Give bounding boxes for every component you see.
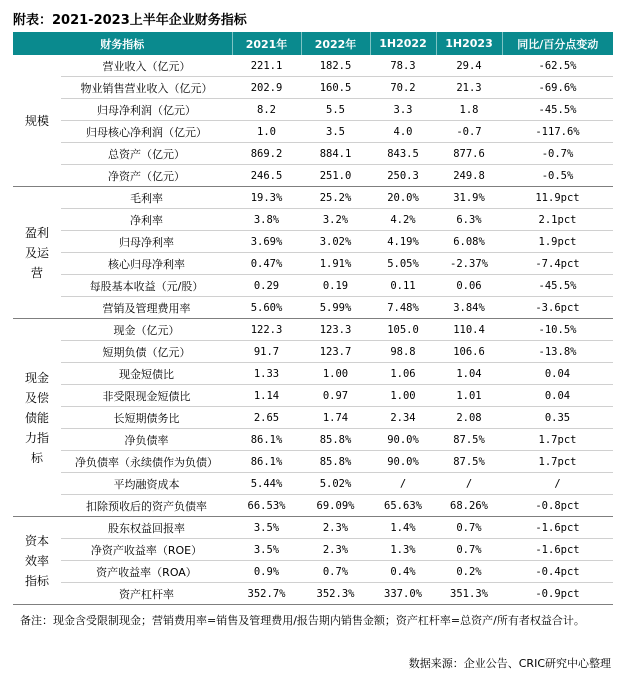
value-cell: 352.3% — [301, 583, 370, 605]
value-cell: 0.04 — [502, 363, 613, 385]
value-cell: 20.0% — [370, 187, 436, 209]
value-cell: -0.4pct — [502, 561, 613, 583]
value-cell: 11.9pct — [502, 187, 613, 209]
value-cell: 98.8 — [370, 341, 436, 363]
value-cell: -1.6pct — [502, 539, 613, 561]
value-cell: 85.8% — [301, 429, 370, 451]
table-row — [13, 561, 613, 583]
table-row — [13, 165, 613, 187]
value-cell: -1.6pct — [502, 517, 613, 539]
value-cell: 0.29 — [232, 275, 301, 297]
indicator-name: 平均融资成本 — [61, 473, 232, 495]
value-cell: 3.2% — [301, 209, 370, 231]
value-cell: 91.7 — [232, 341, 301, 363]
value-cell: 66.53% — [232, 495, 301, 517]
table-row — [13, 319, 613, 341]
indicator-name: 净资产（亿元） — [61, 165, 232, 187]
table-row — [13, 55, 613, 77]
value-cell: 0.7% — [301, 561, 370, 583]
group-label: 盈利 及运 营 — [13, 187, 61, 319]
value-cell: 2.65 — [232, 407, 301, 429]
value-cell: 122.3 — [232, 319, 301, 341]
table-header-row — [13, 32, 613, 55]
value-cell: 123.3 — [301, 319, 370, 341]
table-row — [13, 341, 613, 363]
value-cell: 29.4 — [436, 55, 502, 77]
table-row — [13, 187, 613, 209]
value-cell: 65.63% — [370, 495, 436, 517]
value-cell: 1.04 — [436, 363, 502, 385]
value-cell: 1.3% — [370, 539, 436, 561]
value-cell: 0.04 — [502, 385, 613, 407]
table-row — [13, 143, 613, 165]
value-cell: / — [370, 473, 436, 495]
table-row — [13, 495, 613, 517]
value-cell: 182.5 — [301, 55, 370, 77]
value-cell: 85.8% — [301, 451, 370, 473]
value-cell: 86.1% — [232, 451, 301, 473]
value-cell: 246.5 — [232, 165, 301, 187]
value-cell: 3.84% — [436, 297, 502, 319]
value-cell: 6.08% — [436, 231, 502, 253]
value-cell: 4.2% — [370, 209, 436, 231]
indicator-name: 资产杠杆率 — [61, 583, 232, 605]
value-cell: 337.0% — [370, 583, 436, 605]
value-cell: 0.19 — [301, 275, 370, 297]
value-cell: 1.7pct — [502, 451, 613, 473]
value-cell: 68.26% — [436, 495, 502, 517]
value-cell: 1.00 — [301, 363, 370, 385]
value-cell: 106.6 — [436, 341, 502, 363]
value-cell: -0.7 — [436, 121, 502, 143]
table-row — [13, 407, 613, 429]
group-label: 资本 效率 指标 — [13, 517, 61, 605]
value-cell: 1.9pct — [502, 231, 613, 253]
value-cell: -117.6% — [502, 121, 613, 143]
value-cell: 0.11 — [370, 275, 436, 297]
indicator-name: 归母净利率 — [61, 231, 232, 253]
value-cell: 249.8 — [436, 165, 502, 187]
data-source: 数据来源：企业公告、CRIC研究中心整理 — [408, 657, 611, 670]
page-title: 附表：2021-2023上半年企业财务指标 — [13, 13, 247, 28]
indicator-name: 物业销售营业收入（亿元） — [61, 77, 232, 99]
value-cell: 3.5% — [232, 517, 301, 539]
value-cell: 0.47% — [232, 253, 301, 275]
table-row — [13, 297, 613, 319]
value-cell: 843.5 — [370, 143, 436, 165]
value-cell: 5.5 — [301, 99, 370, 121]
value-cell: 0.2% — [436, 561, 502, 583]
value-cell: 0.4% — [370, 561, 436, 583]
indicator-name: 短期负债（亿元） — [61, 341, 232, 363]
value-cell: 8.2 — [232, 99, 301, 121]
table-row — [13, 121, 613, 143]
indicator-name: 总资产（亿元） — [61, 143, 232, 165]
header-2022: 2022年 — [301, 32, 370, 55]
value-cell: 90.0% — [370, 429, 436, 451]
indicator-name: 归母净利润（亿元） — [61, 99, 232, 121]
value-cell: 869.2 — [232, 143, 301, 165]
value-cell: 5.05% — [370, 253, 436, 275]
value-cell: 3.8% — [232, 209, 301, 231]
header-yoy-change: 同比/百分点变动 — [502, 32, 613, 55]
value-cell: 1.74 — [301, 407, 370, 429]
value-cell: 21.3 — [436, 77, 502, 99]
value-cell: 5.60% — [232, 297, 301, 319]
table-row — [13, 77, 613, 99]
indicator-name: 毛利率 — [61, 187, 232, 209]
value-cell: 0.06 — [436, 275, 502, 297]
table-row — [13, 253, 613, 275]
value-cell: 2.34 — [370, 407, 436, 429]
table-row — [13, 517, 613, 539]
value-cell: 884.1 — [301, 143, 370, 165]
value-cell: 0.97 — [301, 385, 370, 407]
value-cell: 25.2% — [301, 187, 370, 209]
value-cell: 2.08 — [436, 407, 502, 429]
indicator-name: 长短期债务比 — [61, 407, 232, 429]
table-body — [13, 55, 613, 605]
value-cell: 250.3 — [370, 165, 436, 187]
value-cell: -0.5% — [502, 165, 613, 187]
value-cell: 5.44% — [232, 473, 301, 495]
value-cell: 2.3% — [301, 539, 370, 561]
value-cell: 1.06 — [370, 363, 436, 385]
value-cell: 4.0 — [370, 121, 436, 143]
table-row — [13, 539, 613, 561]
table-row — [13, 385, 613, 407]
group-label: 现金 及偿 债能 力指 标 — [13, 319, 61, 517]
value-cell: 5.99% — [301, 297, 370, 319]
value-cell: 1.91% — [301, 253, 370, 275]
table-row — [13, 429, 613, 451]
indicator-name: 扣除预收后的资产负债率 — [61, 495, 232, 517]
indicator-name: 现金短债比 — [61, 363, 232, 385]
value-cell: 3.5% — [232, 539, 301, 561]
value-cell: 19.3% — [232, 187, 301, 209]
value-cell: -3.6pct — [502, 297, 613, 319]
value-cell: 6.3% — [436, 209, 502, 231]
table-row — [13, 209, 613, 231]
value-cell: 0.35 — [502, 407, 613, 429]
value-cell: -10.5% — [502, 319, 613, 341]
indicator-name: 净资产收益率（ROE） — [61, 539, 232, 561]
value-cell: 110.4 — [436, 319, 502, 341]
value-cell: 87.5% — [436, 429, 502, 451]
value-cell: -0.9pct — [502, 583, 613, 605]
value-cell: 3.5 — [301, 121, 370, 143]
table-row — [13, 583, 613, 605]
value-cell: 90.0% — [370, 451, 436, 473]
value-cell: -45.5% — [502, 99, 613, 121]
value-cell: 78.3 — [370, 55, 436, 77]
value-cell: 1.8 — [436, 99, 502, 121]
value-cell: 70.2 — [370, 77, 436, 99]
value-cell: 221.1 — [232, 55, 301, 77]
indicator-name: 资产收益率（ROA） — [61, 561, 232, 583]
value-cell: 0.7% — [436, 517, 502, 539]
value-cell: 351.3% — [436, 583, 502, 605]
value-cell: 4.19% — [370, 231, 436, 253]
value-cell: 3.69% — [232, 231, 301, 253]
table-row — [13, 275, 613, 297]
value-cell: 3.02% — [301, 231, 370, 253]
value-cell: 251.0 — [301, 165, 370, 187]
value-cell: 1.01 — [436, 385, 502, 407]
indicator-name: 每股基本收益（元/股） — [61, 275, 232, 297]
table-row — [13, 231, 613, 253]
value-cell: 86.1% — [232, 429, 301, 451]
indicator-name: 营业收入（亿元） — [61, 55, 232, 77]
value-cell: 1.00 — [370, 385, 436, 407]
indicator-name: 股东权益回报率 — [61, 517, 232, 539]
table-row — [13, 99, 613, 121]
footnote: 备注：现金含受限制现金；营销费用率=销售及管理费用/报告期内销售金额；资产杠杆率=总资产/所有者权益合计。 — [20, 614, 585, 627]
header-indicator: 财务指标 — [13, 32, 232, 55]
table-row — [13, 363, 613, 385]
value-cell: 123.7 — [301, 341, 370, 363]
value-cell: -7.4pct — [502, 253, 613, 275]
value-cell: / — [436, 473, 502, 495]
value-cell: -0.7% — [502, 143, 613, 165]
group-label: 规模 — [13, 55, 61, 187]
value-cell: / — [502, 473, 613, 495]
value-cell: 31.9% — [436, 187, 502, 209]
indicator-name: 非受限现金短债比 — [61, 385, 232, 407]
value-cell: 0.7% — [436, 539, 502, 561]
value-cell: 1.14 — [232, 385, 301, 407]
value-cell: 1.4% — [370, 517, 436, 539]
table-row — [13, 451, 613, 473]
value-cell: -13.8% — [502, 341, 613, 363]
value-cell: 2.1pct — [502, 209, 613, 231]
indicator-name: 净利率 — [61, 209, 232, 231]
value-cell: 105.0 — [370, 319, 436, 341]
value-cell: -62.5% — [502, 55, 613, 77]
value-cell: 0.9% — [232, 561, 301, 583]
indicator-name: 现金（亿元） — [61, 319, 232, 341]
indicator-name: 营销及管理费用率 — [61, 297, 232, 319]
indicator-name: 核心归母净利率 — [61, 253, 232, 275]
value-cell: 7.48% — [370, 297, 436, 319]
value-cell: -2.37% — [436, 253, 502, 275]
value-cell: 3.3 — [370, 99, 436, 121]
table-row — [13, 473, 613, 495]
value-cell: 1.33 — [232, 363, 301, 385]
value-cell: 69.09% — [301, 495, 370, 517]
value-cell: -45.5% — [502, 275, 613, 297]
value-cell: -69.6% — [502, 77, 613, 99]
value-cell: 877.6 — [436, 143, 502, 165]
value-cell: 352.7% — [232, 583, 301, 605]
header-2021: 2021年 — [232, 32, 301, 55]
value-cell: 1.7pct — [502, 429, 613, 451]
value-cell: 2.3% — [301, 517, 370, 539]
financial-indicators-table — [13, 32, 613, 605]
indicator-name: 净负债率（永续债作为负债） — [61, 451, 232, 473]
value-cell: -0.8pct — [502, 495, 613, 517]
value-cell: 87.5% — [436, 451, 502, 473]
value-cell: 202.9 — [232, 77, 301, 99]
value-cell: 160.5 — [301, 77, 370, 99]
indicator-name: 归母核心净利润（亿元） — [61, 121, 232, 143]
header-1h2022: 1H2022 — [370, 32, 436, 55]
indicator-name: 净负债率 — [61, 429, 232, 451]
value-cell: 5.02% — [301, 473, 370, 495]
header-1h2023: 1H2023 — [436, 32, 502, 55]
value-cell: 1.0 — [232, 121, 301, 143]
